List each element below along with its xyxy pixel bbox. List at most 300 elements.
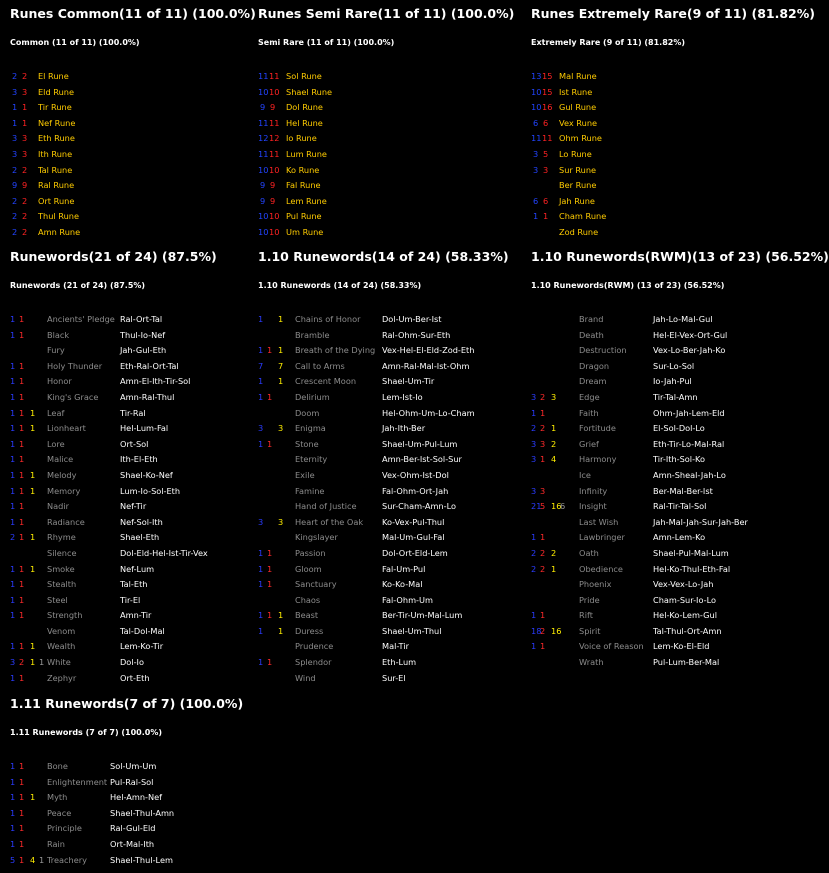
- rune-name: Gul Rune: [559, 102, 597, 113]
- runeword-count: 1: [278, 314, 284, 324]
- runeword-count: 1: [10, 838, 16, 849]
- rune-count-found: 11: [531, 133, 542, 144]
- runeword-recipe: Lem-Ist-Io: [382, 391, 423, 402]
- rune-name: Mal Rune: [559, 71, 597, 81]
- rune-count-found: 3: [12, 148, 18, 159]
- runeword-count: 1: [19, 563, 25, 574]
- runeword-count: 1: [267, 579, 273, 590]
- runeword-count: 3: [540, 485, 546, 496]
- runeword-recipe: Amn-Lem-Ko: [653, 532, 706, 543]
- rune-count-found: 1: [12, 102, 18, 113]
- runeword-recipe: Sol-Um-Um: [110, 761, 157, 771]
- runeword-count: 1: [10, 438, 16, 449]
- rune-count-total: 1: [543, 211, 549, 222]
- runeword-name: Venom: [47, 625, 76, 636]
- runeword-name: Insight: [579, 501, 607, 512]
- runeword-count: 1: [19, 360, 25, 371]
- runeword-recipe: Eth-Lum: [382, 657, 417, 668]
- runeword-count: 1: [19, 501, 25, 512]
- runeword-name: Eternity: [295, 454, 328, 465]
- runeword-count: 1: [30, 657, 36, 668]
- runeword-name: Splendor: [295, 657, 332, 668]
- runeword-name: Dream: [579, 376, 607, 387]
- rune-name: Ist Rune: [559, 86, 593, 97]
- rune-name: Lo Rune: [559, 148, 592, 159]
- runeword-name: Call to Arms: [295, 360, 345, 371]
- runeword-name: Melody: [47, 469, 77, 480]
- runeword-count: 1: [10, 407, 16, 418]
- rune-count-found: 11: [258, 148, 269, 159]
- runeword-recipe: Ral-Ohm-Sur-Eth: [382, 329, 451, 340]
- runeword-name: Delirium: [295, 391, 330, 402]
- runeword-count: 1: [10, 594, 16, 605]
- runeword-recipe: Tir-El: [120, 594, 141, 605]
- rune-count-found: 13: [531, 71, 542, 81]
- runeword-recipe: Jah-Ith-Ber: [382, 423, 426, 434]
- runeword-count: 1: [531, 407, 537, 418]
- runeword-recipe: Hel-Amn-Nef: [110, 792, 163, 803]
- runeword-name: Lawbringer: [579, 532, 625, 543]
- runeword-count: 1: [10, 329, 16, 340]
- runeword-recipe: Tal-Thul-Ort-Amn: [653, 625, 722, 636]
- runeword-count: 4: [551, 454, 557, 465]
- rune-count-found: 9: [260, 195, 266, 206]
- runeword-count: 1: [30, 792, 36, 803]
- runeword-recipe: Ber-Tir-Um-Mal-Lum: [382, 610, 463, 621]
- runeword-count: 3: [531, 485, 537, 496]
- runeword-recipe: Amn-Ral-Thul: [120, 391, 175, 402]
- runeword-name: Last Wish: [579, 516, 619, 527]
- runeword-recipe: Ohm-Jah-Lem-Eld: [653, 407, 725, 418]
- runeword-name: Edge: [579, 391, 600, 402]
- runeword-recipe: Tir-Tal-Amn: [653, 391, 698, 402]
- runeword-count: 1: [19, 838, 25, 849]
- runeword-recipe: Shael-Thul-Lem: [110, 854, 173, 865]
- rwm-subtitle: 1.10 Runewords(RWM) (13 of 23) (56.52%): [531, 281, 725, 290]
- runeword-count: 1: [540, 610, 546, 621]
- runeword-recipe: Hel-Lum-Fal: [120, 423, 169, 434]
- runeword-recipe: Vex-Lo-Ber-Jah-Ko: [653, 345, 726, 356]
- runeword-count: 1: [267, 657, 273, 668]
- runeword-recipe: Amn-El-Ith-Tir-Sol: [120, 376, 191, 387]
- runeword-count: 1: [10, 516, 16, 527]
- rune-count-found: 3: [12, 133, 18, 144]
- runeword-count: 1: [278, 376, 284, 387]
- runeword-recipe: Jah-Lo-Mal-Gul: [653, 314, 713, 324]
- rune-name: Ko Rune: [286, 164, 320, 175]
- runeword-count: 1: [10, 823, 16, 834]
- runeword-count: 1: [540, 532, 546, 543]
- runeword-count: 5: [10, 854, 16, 865]
- runeword-recipe: Tal-Dol-Mal: [120, 625, 165, 636]
- rune-count-found: 9: [260, 102, 266, 113]
- rune-name: Lum Rune: [286, 148, 327, 159]
- runeword-count: 7: [278, 360, 284, 371]
- runeword-name: Ice: [579, 469, 591, 480]
- rune-name: Io Rune: [286, 133, 317, 144]
- runeword-recipe: Amn-Ber-Ist-Sol-Sur: [382, 454, 462, 465]
- runeword-count: 1: [19, 610, 25, 621]
- runeword-name: Stone: [295, 438, 319, 449]
- rune-count-total: 2: [22, 164, 28, 175]
- runeword-count: 16: [551, 625, 562, 636]
- rune-count-found: 9: [260, 180, 266, 191]
- rune-count-found: 1: [533, 211, 539, 222]
- runeword-count: 2: [10, 532, 16, 543]
- runeword-recipe: Eth-Ral-Ort-Tal: [120, 360, 179, 371]
- runeword-recipe: Amn-Tir: [120, 610, 152, 621]
- rune-count-total: 1: [22, 102, 28, 113]
- runeword-recipe: Fal-Ohm-Ort-Jah: [382, 485, 449, 496]
- rune-count-found: 10: [531, 102, 542, 113]
- rune-count-total: 3: [22, 148, 28, 159]
- runeword-count: 1: [19, 329, 25, 340]
- rune-name: Tir Rune: [38, 102, 72, 113]
- runeword-name: Kingslayer: [295, 532, 338, 543]
- runeword-count: 1: [10, 360, 16, 371]
- rune-name: Shael Rune: [286, 86, 333, 97]
- runeword-recipe: Shael-Pul-Mal-Lum: [653, 547, 729, 558]
- rune-name: Fal Rune: [286, 180, 321, 191]
- runeword-name: Destruction: [579, 345, 627, 356]
- rune-count-total: 12: [269, 133, 280, 144]
- runeword-name: Smoke: [47, 563, 75, 574]
- runeword-count: 1: [258, 376, 264, 387]
- rune-name: Ohm Rune: [559, 133, 602, 144]
- rune-count-found: 6: [533, 117, 539, 128]
- runeword-count: 1: [267, 610, 273, 621]
- rune-count-total: 2: [22, 226, 28, 237]
- runeword-name: Radiance: [47, 516, 85, 527]
- runeword-count: 1: [10, 672, 16, 683]
- runeword-recipe: Ith-El-Eth: [120, 454, 158, 465]
- runeword-count: 1: [10, 485, 16, 496]
- rune-count-total: 5: [543, 148, 549, 159]
- runeword-count: 1: [30, 563, 36, 574]
- runes-common-subtitle: Common (11 of 11) (100.0%): [10, 38, 140, 47]
- rune-name: Sur Rune: [559, 164, 597, 175]
- runeword-recipe: Amn-Sheal-Jah-Lo: [653, 469, 726, 480]
- rune-count-total: 10: [269, 164, 280, 175]
- runeword-name: Ancients' Pledge: [47, 314, 115, 324]
- runeword-count: 4: [30, 854, 36, 865]
- runeword-count: 1: [19, 391, 25, 402]
- runeword-count: 16: [551, 501, 562, 512]
- runeword-recipe: Ral-Ort-Tal: [120, 314, 163, 324]
- runeword-name: Rift: [579, 610, 593, 621]
- runeword-recipe: Tal-Eth: [120, 579, 148, 590]
- rune-name: Tal Rune: [38, 164, 73, 175]
- runeword-count: 1: [30, 641, 36, 652]
- runeword-count: 2: [551, 438, 557, 449]
- runeword-count: 1: [540, 641, 546, 652]
- rune-count-total: 11: [269, 117, 280, 128]
- rw110-title: 1.10 Runewords(14 of 24) (58.33%): [258, 249, 509, 264]
- runeword-name: Crescent Moon: [295, 376, 357, 387]
- runeword-recipe: Eth-Tir-Lo-Mal-Ral: [653, 438, 725, 449]
- runeword-name: Holy Thunder: [47, 360, 103, 371]
- runeword-count: 1: [258, 547, 264, 558]
- rune-count-total: 3: [543, 164, 549, 175]
- rune-name: Vex Rune: [559, 117, 598, 128]
- runeword-recipe: Mal-Um-Gul-Fal: [382, 532, 445, 543]
- rune-name: Ral Rune: [38, 180, 75, 191]
- rune-count-found: 10: [531, 86, 542, 97]
- runeword-count: 1: [258, 345, 264, 356]
- runeword-name: Nadir: [47, 501, 69, 512]
- runeword-name: Stealth: [47, 579, 77, 590]
- runeword-count: 1: [19, 641, 25, 652]
- runeword-count: 1: [540, 454, 546, 465]
- runeword-count: 1: [10, 792, 16, 803]
- rune-count-total: 6: [543, 117, 549, 128]
- runeword-count: 5: [540, 501, 546, 512]
- rune-count-total: 9: [270, 180, 276, 191]
- rune-count-total: 10: [269, 211, 280, 222]
- rune-name: El Rune: [38, 71, 69, 81]
- runeword-name: Strength: [47, 610, 83, 621]
- runeword-count: 1: [267, 547, 273, 558]
- runeword-recipe: Ko-Vex-Pul-Thul: [382, 516, 445, 527]
- runeword-name: Silence: [47, 547, 77, 558]
- runeword-name: Spirit: [579, 625, 601, 636]
- rw110-subtitle: 1.10 Runewords (14 of 24) (58.33%): [258, 281, 422, 290]
- runeword-recipe: Shael-Um-Tir: [382, 376, 435, 387]
- rune-name: Pul Rune: [286, 211, 322, 222]
- rune-count-found: 12: [258, 133, 269, 144]
- runeword-count: 1: [30, 423, 36, 434]
- runeword-count: 3: [10, 657, 16, 668]
- rune-name: Nef Rune: [38, 117, 76, 128]
- runeword-name: Chains of Honor: [295, 314, 361, 324]
- rune-count-found: 3: [533, 164, 539, 175]
- runeword-count: 2: [531, 423, 537, 434]
- runeword-recipe: Ko-Ko-Mal: [382, 579, 423, 590]
- runeword-recipe: Jah-Mal-Jah-Sur-Jah-Ber: [653, 516, 748, 527]
- rune-count-total: 9: [22, 180, 28, 191]
- rune-name: Lem Rune: [286, 195, 327, 206]
- runeword-count: 1: [19, 594, 25, 605]
- runeword-recipe: Thul-Io-Nef: [120, 329, 166, 340]
- runeword-recipe: Hel-El-Vex-Ort-Gul: [653, 329, 728, 340]
- runeword-count: 1: [39, 657, 45, 668]
- runeword-count: 1: [30, 469, 36, 480]
- runeword-count: 1: [267, 391, 273, 402]
- runeword-count: 1: [19, 761, 25, 771]
- runeword-recipe: Sur-Lo-Sol: [653, 360, 695, 371]
- runeword-count: 1: [267, 345, 273, 356]
- rune-count-found: 11: [258, 117, 269, 128]
- runeword-count: 1: [19, 672, 25, 683]
- runeword-recipe: Nef-Lum: [120, 563, 155, 574]
- runeword-count: 1: [531, 641, 537, 652]
- rune-name: Sol Rune: [286, 71, 322, 81]
- runeword-count: 1: [258, 438, 264, 449]
- runeword-count: 1: [10, 391, 16, 402]
- rune-count-total: 2: [22, 195, 28, 206]
- runeword-count: 6: [560, 501, 566, 512]
- runeword-name: Malice: [47, 454, 74, 465]
- runeword-count: 1: [19, 469, 25, 480]
- runeword-count: 1: [258, 314, 264, 324]
- runeword-recipe: Dol-Eld-Hel-Ist-Tir-Vex: [120, 547, 208, 558]
- runes-extreme-title: Runes Extremely Rare(9 of 11) (81.82%): [531, 6, 815, 21]
- runeword-recipe: El-Sol-Dol-Lo: [653, 423, 705, 434]
- runeword-recipe: Io-Jah-Pul: [653, 376, 692, 387]
- runeword-count: 3: [278, 516, 284, 527]
- rune-count-total: 9: [270, 195, 276, 206]
- rune-count-found: 11: [258, 71, 269, 81]
- runeword-count: 1: [19, 423, 25, 434]
- runeword-name: Rain: [47, 838, 65, 849]
- rune-count-total: 10: [269, 86, 280, 97]
- runeword-count: 1: [551, 423, 557, 434]
- runeword-count: 1: [278, 610, 284, 621]
- rune-count-total: 11: [542, 133, 553, 144]
- runeword-recipe: Fal-Um-Pul: [382, 563, 426, 574]
- runeword-recipe: Ber-Mal-Ber-Ist: [653, 485, 713, 496]
- runeword-count: 3: [258, 516, 264, 527]
- runeword-count: 1: [19, 376, 25, 387]
- rune-count-total: 9: [270, 102, 276, 113]
- runeword-recipe: Shael-Thul-Amn: [110, 807, 175, 818]
- runeword-count: 1: [19, 407, 25, 418]
- runeword-count: 1: [10, 501, 16, 512]
- runeword-count: 3: [531, 391, 537, 402]
- runeword-recipe: Nef-Sol-Ith: [120, 516, 163, 527]
- runeword-name: Oath: [579, 547, 599, 558]
- runeword-name: Wealth: [47, 641, 76, 652]
- runeword-recipe: Hel-Ko-Thul-Eth-Fal: [653, 563, 731, 574]
- runeword-count: 1: [531, 610, 537, 621]
- runeword-count: 1: [10, 761, 16, 771]
- runeword-name: Passion: [295, 547, 326, 558]
- rune-count-total: 15: [542, 71, 553, 81]
- runeword-name: Enlightenment: [47, 776, 108, 787]
- rune-count-found: 6: [533, 195, 539, 206]
- runeword-recipe: Cham-Sur-Io-Lo: [653, 594, 716, 605]
- rw111-title: 1.11 Runewords(7 of 7) (100.0%): [10, 696, 244, 711]
- runeword-recipe: Jah-Gul-Eth: [120, 345, 167, 356]
- runeword-recipe: Dol-Io: [120, 657, 144, 668]
- rune-count-found: 2: [12, 211, 18, 222]
- runeword-count: 3: [258, 423, 264, 434]
- runeword-count: 1: [540, 407, 546, 418]
- runeword-count: 1: [551, 563, 557, 574]
- runeword-count: 21: [531, 501, 542, 512]
- rune-count-found: 2: [12, 226, 18, 237]
- runeword-count: 1: [10, 807, 16, 818]
- runeword-count: 1: [258, 391, 264, 402]
- runeword-name: Obedience: [579, 563, 623, 574]
- runeword-count: 1: [19, 579, 25, 590]
- runeword-recipe: Ort-Eth: [120, 672, 150, 683]
- runeword-count: 1: [19, 854, 25, 865]
- runeword-count: 1: [10, 610, 16, 621]
- runeword-count: 1: [10, 776, 16, 787]
- runes-common-title: Runes Common(11 of 11) (100.0%): [10, 6, 256, 21]
- runeword-count: 1: [19, 823, 25, 834]
- runeword-count: 1: [30, 532, 36, 543]
- runeword-count: 1: [10, 423, 16, 434]
- rune-count-total: 2: [22, 211, 28, 222]
- runeword-count: 1: [30, 407, 36, 418]
- runeword-count: 1: [10, 641, 16, 652]
- runeword-count: 2: [540, 563, 546, 574]
- rune-count-total: 3: [22, 133, 28, 144]
- rune-count-found: 10: [258, 164, 269, 175]
- runeword-count: 1: [19, 516, 25, 527]
- runeword-recipe: Dol-Um-Ber-Ist: [382, 314, 442, 324]
- runeword-count: 1: [19, 792, 25, 803]
- rune-name: Jah Rune: [559, 195, 595, 206]
- runes-extreme-subtitle: Extremely Rare (9 of 11) (81.82%): [531, 38, 686, 47]
- runeword-name: Treachery: [47, 854, 87, 865]
- runeword-count: 1: [39, 854, 45, 865]
- runeword-name: Enigma: [295, 423, 326, 434]
- runeword-count: 2: [540, 391, 546, 402]
- runeword-name: Harmony: [579, 454, 617, 465]
- runeword-count: 1: [10, 376, 16, 387]
- runeword-name: Bone: [47, 761, 68, 771]
- runewords-subtitle: Runewords (21 of 24) (87.5%): [10, 281, 146, 290]
- runeword-name: Myth: [47, 792, 68, 803]
- runeword-recipe: Fal-Ohm-Um: [382, 594, 433, 605]
- runeword-count: 1: [278, 345, 284, 356]
- runeword-name: Lionheart: [47, 423, 86, 434]
- runeword-count: 18: [531, 625, 542, 636]
- rwm-title: 1.10 Runewords(RWM)(13 of 23) (56.52%): [531, 249, 829, 264]
- runeword-name: Phoenix: [579, 579, 612, 590]
- runeword-name: Heart of the Oak: [295, 516, 364, 527]
- runeword-recipe: Vex-Hel-El-Eld-Zod-Eth: [382, 345, 475, 356]
- rw111-subtitle: 1.11 Runewords (7 of 7) (100.0%): [10, 728, 163, 737]
- rune-count-found: 10: [258, 211, 269, 222]
- rune-count-found: 3: [12, 86, 18, 97]
- rune-count-total: 10: [269, 226, 280, 237]
- runeword-recipe: Pul-Lum-Ber-Mal: [653, 657, 720, 668]
- runeword-recipe: Shael-Eth: [120, 532, 160, 543]
- runeword-name: Grief: [579, 438, 599, 449]
- runeword-count: 1: [278, 625, 284, 636]
- runeword-name: Duress: [295, 625, 324, 636]
- runeword-recipe: Sur-El: [382, 672, 406, 683]
- runeword-name: Prudence: [295, 641, 334, 652]
- runeword-name: Wrath: [579, 657, 604, 668]
- runeword-name: Beast: [295, 610, 319, 621]
- runeword-name: Fortitude: [579, 423, 616, 434]
- rune-name: Um Rune: [286, 226, 324, 237]
- rune-count-total: 11: [269, 71, 280, 81]
- runeword-name: Infinity: [579, 485, 608, 496]
- runeword-count: 3: [540, 438, 546, 449]
- rune-name: Amn Rune: [38, 226, 81, 237]
- runeword-name: Fury: [47, 345, 65, 356]
- runeword-recipe: Vex-Ohm-Ist-Dol: [382, 469, 449, 480]
- runeword-name: Peace: [47, 807, 72, 818]
- rune-count-found: 2: [12, 195, 18, 206]
- runeword-count: 2: [551, 547, 557, 558]
- rune-name: Ber Rune: [559, 180, 597, 191]
- rune-name: Hel Rune: [286, 117, 323, 128]
- rune-name: Ith Rune: [38, 148, 73, 159]
- rune-count-total: 3: [22, 86, 28, 97]
- runeword-count: 3: [531, 454, 537, 465]
- runeword-count: 1: [267, 563, 273, 574]
- runeword-name: Pride: [579, 594, 600, 605]
- runeword-name: Rhyme: [47, 532, 76, 543]
- runeword-recipe: Lem-Ko-El-Eld: [653, 641, 710, 652]
